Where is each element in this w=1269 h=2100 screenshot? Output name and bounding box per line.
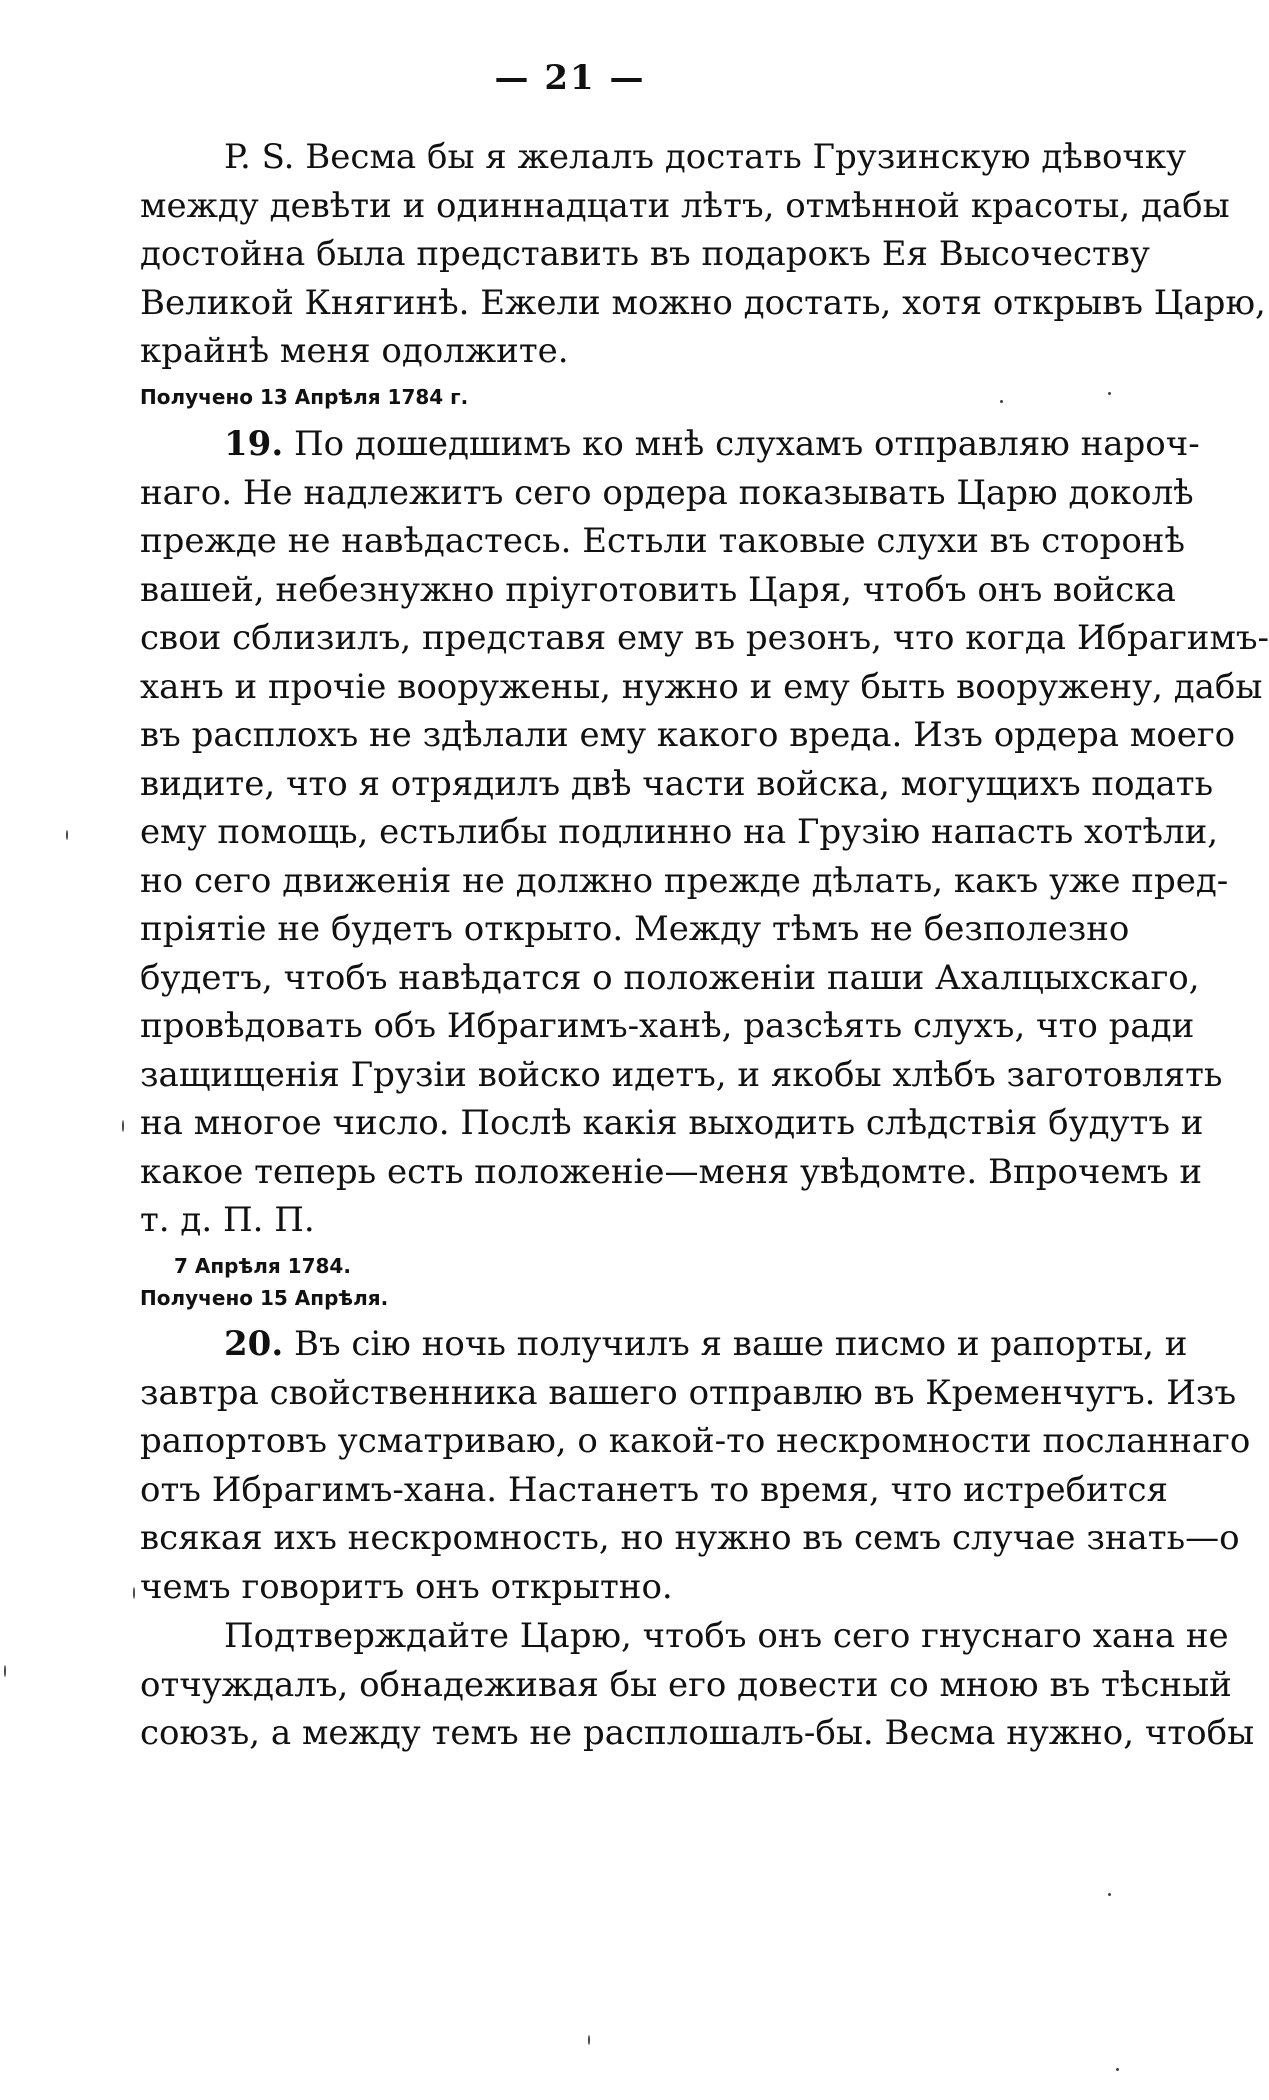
text-line: на многое число. Послѣ какія выходить слѣдствія будутъ и — [140, 1103, 1204, 1143]
ps-paragraph — [140, 133, 1266, 376]
text-line: достойна была представить въ подарокъ Ея Высочеству — [140, 234, 1150, 274]
text-line: отъ Ибрагимъ-хана. Настанетъ то время, что истребится — [140, 1469, 1169, 1510]
text-line: всякая ихъ нескромность, но нужно въ семъ случае знать—о — [140, 1518, 1240, 1558]
letter-number: 20. — [224, 1324, 284, 1364]
text-line: вашей, небезнужно пріуготовить Царя, чтобъ онъ войска — [140, 569, 1176, 610]
date-note — [140, 1250, 1140, 1314]
scan-speck — [122, 1120, 124, 1132]
scan-speck — [133, 1587, 135, 1599]
text-line: Великой Княгинѣ. Ежели можно достать, хотя открывъ Царю, — [140, 282, 1266, 323]
letter-number: 19. — [224, 424, 284, 464]
text-line: между девѣти и одиннадцати лѣтъ, отмѣнной красоты, дабы — [140, 185, 1230, 226]
letter-first-line-text: По дошедшимъ ко мнѣ слухамъ отправляю нароч- — [283, 424, 1200, 464]
text-line: но сего движенія не должно прежде дѣлать, какъ уже пред- — [140, 860, 1229, 901]
text-line: Подтверждайте Царю, чтобъ онъ сего гнуснаго хана не — [224, 1616, 1229, 1656]
letter-first-line — [140, 420, 1200, 469]
letter-20 — [140, 1320, 1251, 1611]
scan-speck — [588, 2035, 590, 2045]
text-line: какое теперь есть положеніе—меня увѣдомте. Впрочемъ и — [140, 1151, 1203, 1192]
text-line: видите, что я отрядилъ двѣ части войска, могущихъ подать — [140, 763, 1214, 804]
received-date: Получено 15 Апрѣля. — [140, 1286, 389, 1310]
letter-date: 7 Апрѣля 1784. — [174, 1254, 351, 1278]
text-line: ханъ и прочіе вооружены, нужно и ему быть вооружену, дабы — [140, 666, 1263, 707]
scan-speck — [1116, 2068, 1119, 2071]
received-date: Получено 13 Апрѣля 1784 г. — [140, 385, 469, 409]
scan-speck — [4, 1665, 6, 1677]
scan-speck — [1000, 400, 1003, 403]
received-note-1 — [140, 381, 1140, 413]
text-line: провѣдовать объ Ибрагимъ-ханѣ, разсѣять слухъ, что ради — [140, 1006, 1195, 1046]
text-line: P. S. Весма бы я желалъ достать Грузинскую дѣвочку — [224, 137, 1187, 177]
text-line: свои сблизилъ, представя ему въ резонъ, что когда Ибрагимъ- — [140, 618, 1269, 658]
scan-speck — [1108, 1893, 1111, 1896]
letter-19 — [140, 420, 1269, 1245]
text-line: будетъ, чтобъ навѣдатся о положеніи паши Ахалцыхскаго, — [140, 957, 1200, 998]
text-line: завтра свойственника вашего отправлю въ Кременчугъ. Изъ — [140, 1372, 1237, 1413]
letter-first-line — [140, 1320, 1188, 1369]
text-line: т. д. П. П. — [140, 1200, 315, 1240]
text-line: ему помощь, естьлибы подлинно на Грузію напасть хотѣли, — [140, 812, 1219, 852]
letter-first-line-text: Въ сію ночь получилъ я ваше писмо и рапорты, и — [283, 1324, 1188, 1364]
text-line: союзъ, а между темъ не расплошалъ-бы. Весма нужно, чтобы — [140, 1713, 1255, 1753]
closing-paragraph — [140, 1612, 1255, 1758]
page-number: — 21 — — [494, 58, 646, 98]
text-line: защищенія Грузіи войско идетъ, и якобы хлѣбъ заготовлять — [140, 1054, 1223, 1095]
text-line: прежде не навѣдастесь. Естьли таковые слухи въ сторонѣ — [140, 521, 1185, 561]
text-line: рапортовъ усматриваю, о какой-то нескромности посланнаго — [140, 1421, 1251, 1461]
text-line: наго. Не надлежитъ сего ордера показывать Царю доколѣ — [140, 472, 1194, 513]
text-line: крайнѣ меня одолжите. — [140, 331, 569, 371]
scan-speck — [66, 830, 68, 840]
text-line: отчуждалъ, обнадеживая бы его довести со мною въ тѣсный — [140, 1664, 1232, 1705]
text-line: въ расплохъ не здѣлали ему какого вреда. Изъ ордера моего — [140, 715, 1236, 755]
scan-speck — [1108, 392, 1111, 395]
text-line: чемъ говоритъ онъ открытно. — [140, 1566, 673, 1607]
text-line: пріятіе не будетъ открыто. Между тѣмъ не безполезно — [140, 909, 1130, 949]
